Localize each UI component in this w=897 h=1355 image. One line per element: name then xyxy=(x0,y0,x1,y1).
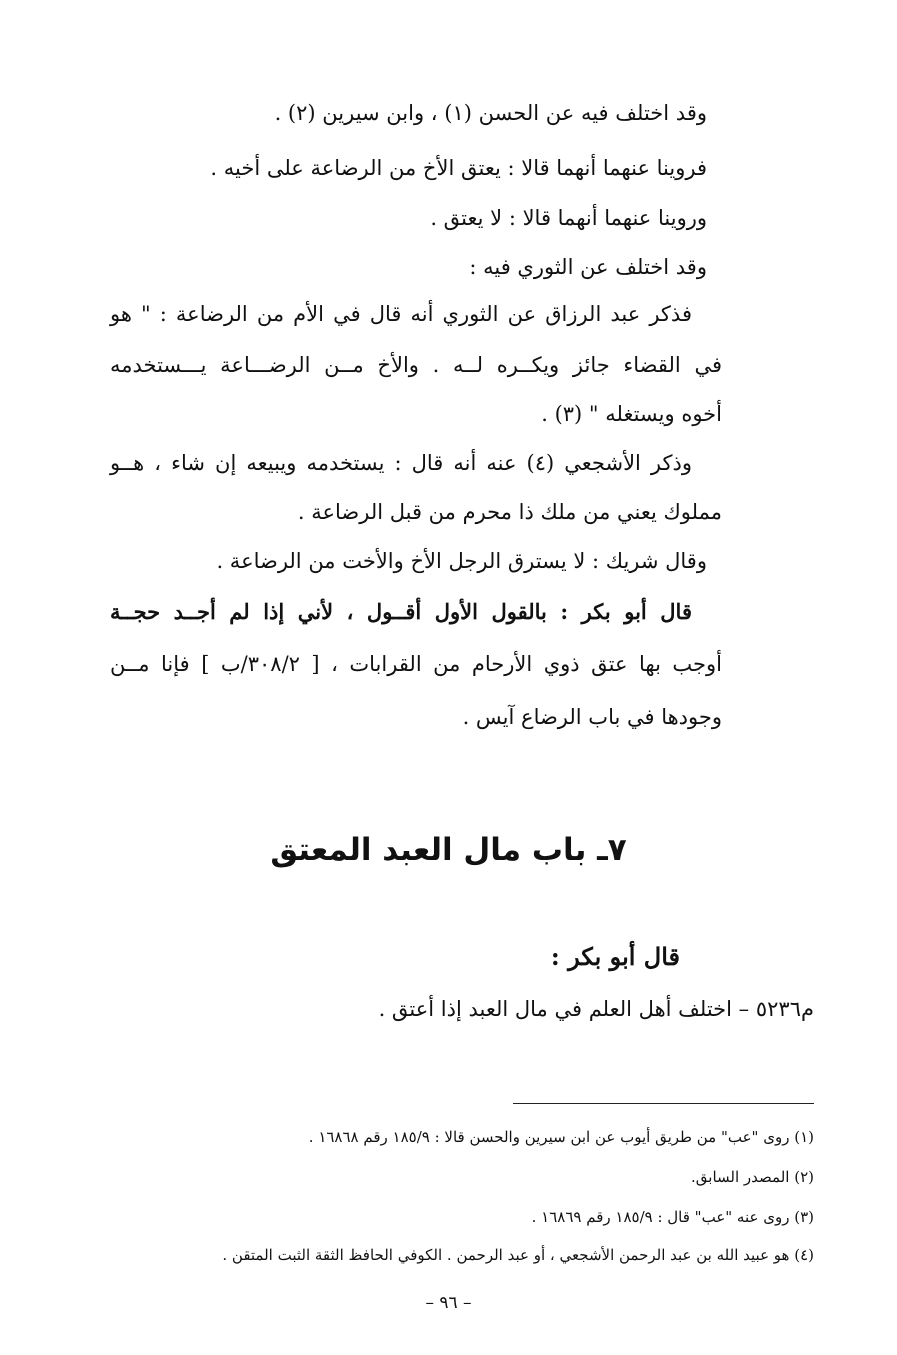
body-paragraph: في القضاء جائز ويكــره لــه . والأخ مــن الرضـــاعة يـــستخدمه xyxy=(110,353,722,377)
section-subheading: قال أبو بكر : xyxy=(550,942,680,971)
footnote: (٤) هو عبيد الله بن عبد الرحمن الأشجعي ، أو عبد الرحمن . الكوفي الحافظ الثقة الثبت المتقن . xyxy=(222,1246,814,1264)
body-paragraph: مملوك يعني من ملك ذا محرم من قبل الرضاعة . xyxy=(297,500,722,524)
chapter-heading: ٧ـ باب مال العبد المعتق xyxy=(270,832,627,868)
footnote: (١) روى "عب" من طريق أيوب عن ابن سيرين والحسن قالا : ١٨٥/٩ رقم ١٦٨٦٨ . xyxy=(308,1128,814,1146)
body-paragraph: فروينا عنهما أنهما قالا : يعتق الأخ من الرضاعة على أخيه . xyxy=(210,156,707,180)
body-paragraph: وجودها في باب الرضاع آيس . xyxy=(462,705,722,729)
body-paragraph: وروينا عنهما أنهما قالا : لا يعتق . xyxy=(430,206,707,230)
numbered-entry: م٥٢٣٦ – اختلف أهل العلم في مال العبد إذا أعتق . xyxy=(378,997,814,1021)
body-paragraph: قال أبو بكر : بالقول الأول أقــول ، لأني إذا لم أجــد حجــة xyxy=(110,599,692,624)
body-paragraph: وقد اختلف فيه عن الحسن (١) ، وابن سيرين (٢) . xyxy=(274,101,707,125)
body-paragraph: وقد اختلف عن الثوري فيه : xyxy=(469,255,707,279)
body-paragraph: فذكر عبد الرزاق عن الثوري أنه قال في الأم من الرضاعة : " هو xyxy=(110,302,692,326)
footnote: (٢) المصدر السابق. xyxy=(691,1168,814,1186)
body-paragraph: وذكر الأشجعي (٤) عنه أنه قال : يستخدمه ويبيعه إن شاء ، هــو xyxy=(110,451,693,475)
body-paragraph: وقال شريك : لا يسترق الرجل الأخ والأخت من الرضاعة . xyxy=(216,549,707,573)
footnote-divider xyxy=(513,1103,814,1104)
body-paragraph: أخوه ويستغله " (٣) . xyxy=(541,402,722,426)
page-number: – ٩٦ – xyxy=(425,1293,472,1313)
body-paragraph: أوجب بها عتق ذوي الأرحام من القرابات ، [ ٣٠٨/٢/ب ] فإنا مــن xyxy=(110,652,722,676)
footnote: (٣) روى عنه "عب" قال : ١٨٥/٩ رقم ١٦٨٦٩ . xyxy=(531,1208,814,1226)
